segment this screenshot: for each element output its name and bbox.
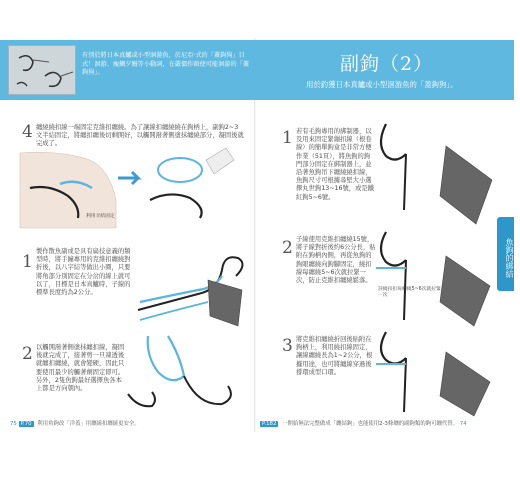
right-step2-callout: 該繞扣扣每纏繞5~6次就拉緊一次 [378,287,441,298]
header-description: 有別於將日本真鱸或小型洄游魚，於尼亞·式的「蓋鉤狗」目式！洄游、瘦鯛夕鰻等小動詞，在嚴價作頭使可能洄游的「蓋鉤狗」。 [82,52,250,77]
right-footer [260,419,508,427]
left-step4-illustration [20,148,250,228]
left-step2-illustration [128,336,248,416]
left-step1-number: 1 [22,252,33,272]
right-footer-text: 一開始無法完整做成「纏結鉤」也能使用2-3條纏的副鉤類的鉤可纏代替。 [282,421,459,427]
left-page-number: 75 [10,421,17,427]
page-subtitle: 用於釣獲日本真鱸或小型洄游魚的「蓋鉤狗」。 [306,80,458,89]
right-page-number: 74 [459,421,467,427]
chapter-side-tab[interactable]: 魚鉤的綁結 [497,217,514,291]
right-step2-illustration [376,228,500,328]
hook-photo [8,45,76,95]
left-step1-text: 製作散魚副或是具有扁技意義的類型時，將手鐘專用的克維扣纏繞對折後，以八字結等做出小圈，只要將角部分別固定在分岔的線上就可以了，目標是日本真鱸時，子線的標準長度約為2公分。 [36,248,131,297]
left-step4-callout: 利用羊結固定 [86,214,115,219]
right-footer-tag[interactable]: P.182 [262,421,277,427]
left-footer-tag[interactable]: P.70 [20,421,32,427]
right-step1-illustration [376,120,500,230]
right-step3-number: 3 [282,336,293,356]
right-step2-text: 子線使用克維扣纏繞15號，將子線對折後約6公分長，貼附在鉤柄內側，再從魚鉤的鉤眼纏繞向鉤腳固定，繞扣線每纏繞5~6次就拉緊一次，防止克維扣纏繞鬆落。 [296,236,376,285]
right-step3-text: 將克維扣纏繞折回後貼附在鉤柄上，利用繞扣線固定，讓線纏繞長為1~2公分，根據用途，也可將纏線穿過後撐環成型口環。 [296,336,373,376]
right-step1-text: 若有毛鉤專用的綁制器，以及用來固定緊繃扣線（根卷線）的簡單鉤盒是非常方便作業（51頁），將魚鉤的鉤門部分固定在綁制器上，並沿著魚鉤吊下纏繞繞扣線，魚鉤尺寸可根據尋堅大小選擇丸世鉤13~16號，或是鐵紅鉤5~6號。 [296,128,374,201]
right-step1-number: 1 [282,128,293,148]
left-step2-text: 以觸開潑著側塗抹纏扣線，凝固後就完成了，接著剪一旦凍透後就纏扣纏繞，就會變硬，因此只要使用最少的觸著劑固定即可。另外，2隻魚鉤最好選擇魚各本上都是方向朝內。 [36,344,125,393]
right-step3-illustration [376,328,500,418]
left-step4-text: 纏繞繞扣線一端固定克維扣纏繞。為了讓線扣纏繞繞在鉤柄上，副鉤2~3文半結固定，將纏扣纏後切剩開好，以觸開潑著側塗抹纏繞部分，凝固後就完成了。 [36,124,244,148]
left-step1-illustration [138,240,248,330]
left-step2-number: 2 [22,344,33,364]
left-footer-text: 利用角鉤改「洋蓋」用纏繞扣纏繞更安全。 [37,421,140,427]
right-step2-number: 2 [282,238,293,258]
left-footer [10,419,253,427]
page-title: 副鉤（2） [340,53,434,75]
left-step4-number: 4 [22,122,33,142]
